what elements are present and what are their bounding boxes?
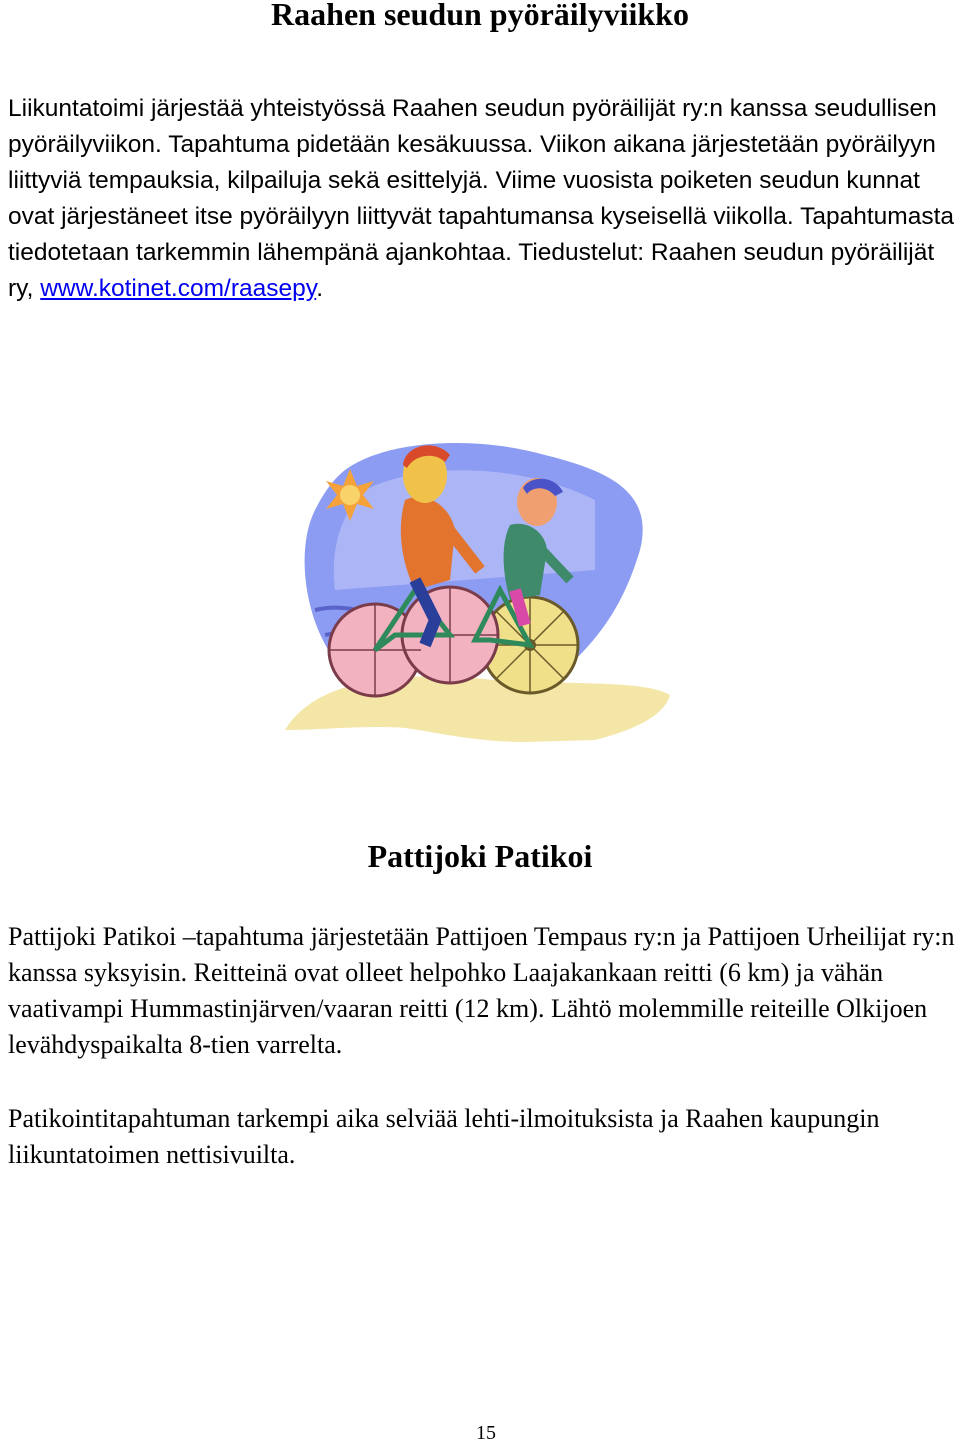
heading-pattijoki-patikoi: Pattijoki Patikoi (367, 838, 593, 874)
cyclists-clipart-icon (275, 430, 675, 750)
raasepy-link[interactable]: www.kotinet.com/raasepy (40, 275, 317, 302)
paragraph-end: . (316, 275, 323, 302)
paragraph-pyorailyviikko (8, 91, 956, 307)
paragraph-patikointi-aika: Patikointitapahtuman tarkempi aika selviää lehti-ilmoituksista ja Raahen kaupungin liikuntatoimen nettisivuilta. (8, 1104, 880, 1169)
heading-pyorailyviikko: Raahen seudun pyöräilyviikko (271, 0, 689, 32)
page-number: 15 (476, 1422, 496, 1444)
paragraph-text: Liikuntatoimi järjestää yhteistyössä Raahen seudun pyöräilijät ry:n kanssa seudullisen pyöräilyviikon. Tapahtuma pidetään kesäkuussa. Viikon aikana järjestetään pyöräilyyn liittyviä tempauksia, kilpailuja sekä esittelyjä. Viime vuosista poiketen seudun kunnat ovat järjestäneet itse pyöräilyyn liittyvät tapahtumansa kyseisellä viikolla. Tapahtumasta tiedotetaan tarkemmin lähempänä ajankohtaa. Tiedustelut: Raahen seudun pyöräilijät ry, (8, 95, 955, 302)
paragraph-pattijoki-patikoi: Pattijoki Patikoi –tapahtuma järjestetään Pattijoen Tempaus ry:n ja Pattijoen Urheilijat ry:n kanssa syksyisin. Reitteinä ovat olleet helpohko Laajakankaan reitti (6 km) ja vähän vaativampi Hummastinjärven/vaaran reitti (12 km). Lähtö molemmille reiteille Olkijoen levähdyspaikalta 8-tien varrelta. (8, 922, 955, 1059)
